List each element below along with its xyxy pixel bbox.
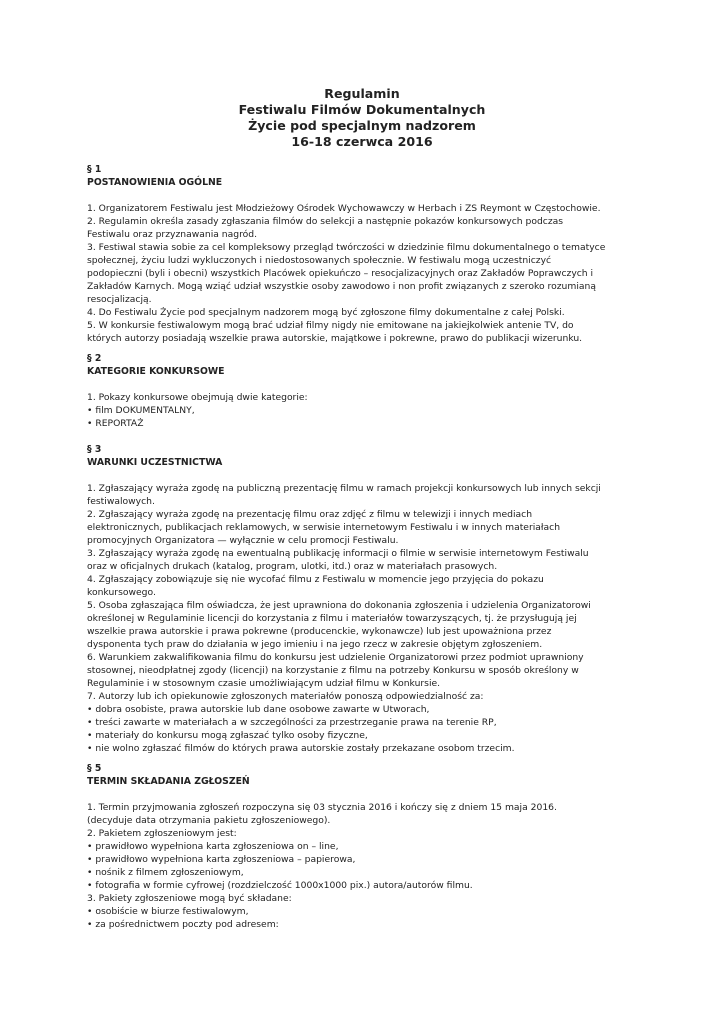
text-line: 5. Osoba zgłaszająca film oświadcza, że jest uprawniona do dokonania zgłoszenia i udzielenia Organizatorowi [87,600,591,611]
text-line: 3. Festiwal stawia sobie za cel kompleksowy przegląd twórczości w dziedzinie filmu dokumentalnego o tematyce [87,242,606,253]
section-title: KATEGORIE KONKURSOWE [87,366,225,377]
list-item: • nośnik z filmem zgłoszeniowym, [87,867,244,878]
list-item: • za pośrednictwem poczty pod adresem: [87,919,279,930]
text-line: 2. Regulamin określa zasady zgłaszania filmów do selekcji a następnie pokazów konkursowych podczas [87,216,564,227]
text-line: podopieczni (byli i obecni) wszystkich Placówek opiekuńczo – resocjalizacyjnych oraz Zakładów Poprawczych i [87,268,594,279]
text-line: promocyjnych Organizatora — wyłącznie w celu promocji Festiwalu. [87,535,399,546]
text-line: oraz w oficjalnych drukach (katalog, program, ulotki, itd.) oraz w materiałach prasowych. [87,561,498,572]
section-body [87,482,647,755]
text-line: 6. Warunkiem zakwalifikowania filmu do konkursu jest udzielenie Organizatorowi przez podmiot uprawniony [87,652,584,663]
list-item: • REPORTAŻ [87,418,144,429]
text-line: stosownej, nieodpłatnej zgody (licencji) na korzystanie z filmu na potrzeby Konkursu w sposób określony w [87,665,579,676]
list-item: • fotografia w formie cyfrowej (rozdzielczość 1000x1000 pix.) autora/autorów filmu. [87,880,473,891]
text-line: 5. W konkursie festiwalowym mogą brać udział filmy nigdy nie emitowane na jakiejkolwiek antenie TV, do [87,320,574,331]
text-line: Festiwalu oraz przyznawania nagród. [87,229,258,240]
list-item: • nie wolno zgłaszać filmów do których prawa autorskie zostały przekazane osobom trzecim. [87,743,515,754]
section-body [87,801,647,931]
text-line: 1. Pokazy konkursowe obejmują dwie kategorie: [87,392,308,403]
list-item: • treści zawarte w materiałach a w szczególności za przestrzeganie prawa na terenie RP, [87,717,497,728]
section-number: § 2 [87,353,102,364]
document-title [87,86,637,150]
list-item: • dobra osobiste, prawa autorskie lub dane osobowe zawarte w Utworach, [87,704,430,715]
list-item: • materiały do konkursu mogą zgłaszać tylko osoby fizyczne, [87,730,368,741]
list-item: • film DOKUMENTALNY, [87,405,195,416]
text-line: 4. Do Festiwalu Życie pod specjalnym nadzorem mogą być zgłoszone filmy dokumentalne z całej Polski. [87,307,565,318]
section-number: § 1 [87,164,102,175]
text-line: resocjalizacją. [87,294,152,305]
text-line: 1. Organizatorem Festiwalu jest Młodzieżowy Ośrodek Wychowawczy w Herbach i ZS Reymont w Częstochowie. [87,203,601,214]
text-line: 2. Zgłaszający wyraża zgodę na prezentację filmu oraz zdjęć z filmu w telewizji i innych mediach [87,509,533,520]
list-item: • prawidłowo wypełniona karta zgłoszeniowa on – line, [87,841,339,852]
section-2 [87,352,647,430]
text-line: 4. Zgłaszający zobowiązuje się nie wycofać filmu z Festiwalu w momencie jego przyjęcia do pokazu [87,574,544,585]
list-item: • prawidłowo wypełniona karta zgłoszeniowa – papierowa, [87,854,356,865]
text-line: Zakładów Karnych. Mogą wziąć udział wszystkie osoby zawodowo i non profit związanych z szeroko rozumianą [87,281,596,292]
list-item: • osobiście w biurze festiwalowym, [87,906,249,917]
text-line: 3. Zgłaszający wyraża zgodę na ewentualną publikację informacji o filmie w serwisie internetowym Festiwalu [87,548,589,559]
section-number: § 5 [87,763,102,774]
text-line: konkursowego. [87,587,156,598]
text-line: określonej w Regulaminie licencji do korzystania z filmu i materiałów towarzyszących, tj. że przysługują jej [87,613,577,624]
title-line: Regulamin [324,86,400,101]
text-line: których autorzy posiadają wszelkie prawa autorskie, majątkowe i pokrewne, prawo do publikacji wizerunku. [87,333,583,344]
text-line: 7. Autorzy lub ich opiekunowie zgłoszonych materiałów ponoszą odpowiedzialność za: [87,691,484,702]
section-title: TERMIN SKŁADANIA ZGŁOSZEŃ [87,776,250,787]
section-title: WARUNKI UCZESTNICTWA [87,457,223,468]
text-line: 1. Termin przyjmowania zgłoszeń rozpoczyna się 03 stycznia 2016 i kończy się z dniem 15 maja 2016. [87,802,557,813]
section-3 [87,443,647,755]
section-title: POSTANOWIENIA OGÓLNE [87,177,223,188]
title-line: Życie pod specjalnym nadzorem [248,118,476,133]
section-body [87,202,647,345]
text-line: elektronicznych, publikacjach reklamowych, w serwisie internetowym Festiwalu i w innych materiałach [87,522,561,533]
text-line: (decyduje data otrzymania pakietu zgłoszeniowego). [87,815,331,826]
text-line: społecznej, życiu ludzi wykluczonych i niedostosowanych społecznie. W festiwalu mogą uczestniczyć [87,255,552,266]
text-line: dysponenta tych praw do działania w jego imieniu i na jego rzecz w zakresie objętym zgłoszeniem. [87,639,543,650]
section-number: § 3 [87,444,102,455]
text-line: 3. Pakiety zgłoszeniowe mogą być składane: [87,893,292,904]
text-line: 2. Pakietem zgłoszeniowym jest: [87,828,237,839]
section-body [87,391,647,430]
text-line: Regulaminie i w stosownym czasie umożliwiającym udział filmu w Konkursie. [87,678,441,689]
section-5 [87,762,647,931]
text-line: festiwalowych. [87,496,155,507]
section-1 [87,163,647,345]
title-line: 16-18 czerwca 2016 [291,134,433,149]
text-line: wszelkie prawa autorskie i prawa pokrewne (producenckie, wykonawcze) lub jest upoważniona przez [87,626,552,637]
text-line: 1. Zgłaszający wyraża zgodę na publiczną prezentację filmu w ramach projekcji konkursowych lub innych sekcji [87,483,601,494]
title-line: Festiwalu Filmów Dokumentalnych [238,102,486,117]
